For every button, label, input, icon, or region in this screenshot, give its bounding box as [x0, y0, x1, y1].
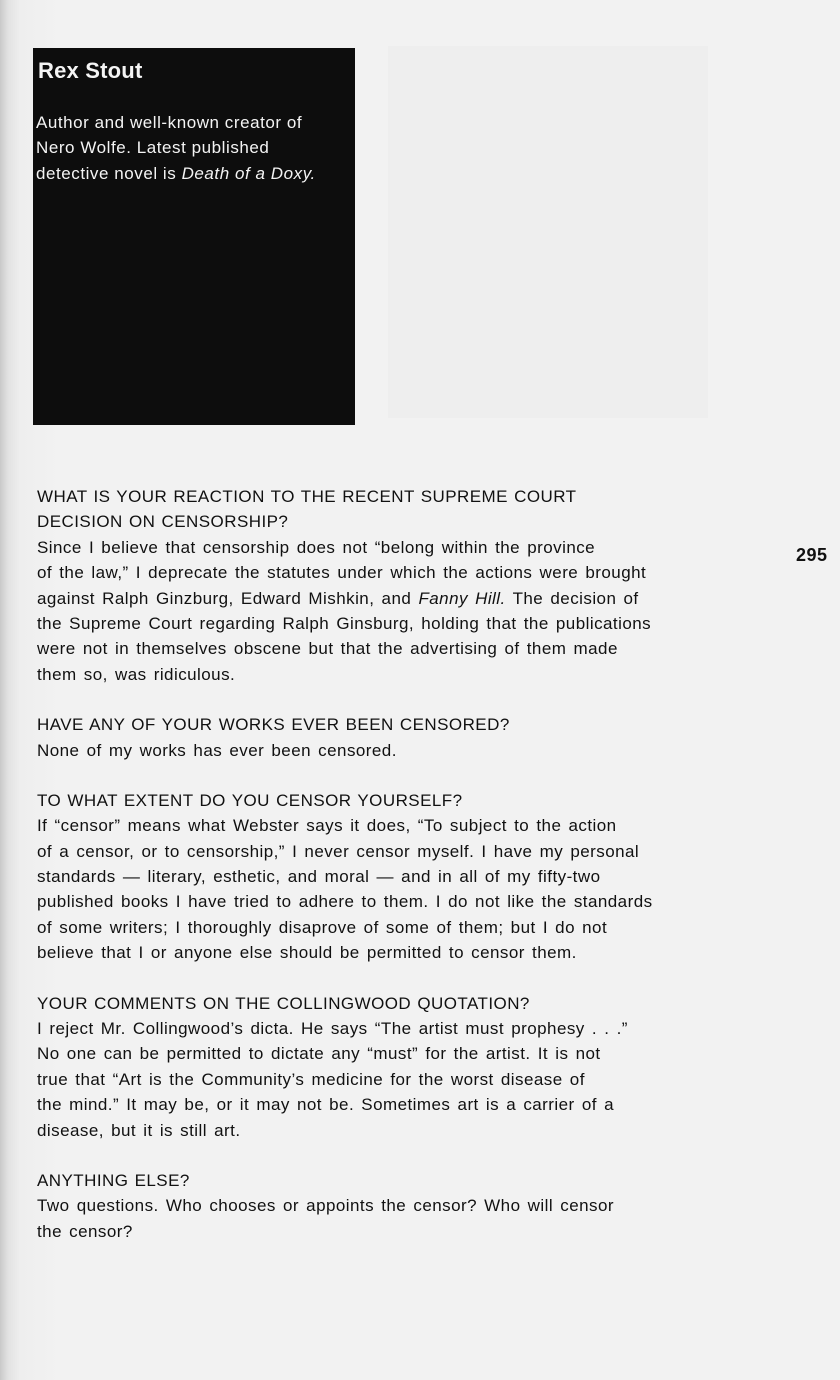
answer-line: the Supreme Court regarding Ralph Ginsburg, holding that the publications	[37, 613, 652, 633]
author-bio-box	[33, 48, 355, 425]
bio-line: Nero Wolfe. Latest published	[36, 138, 270, 158]
author-bio-text	[36, 110, 358, 186]
answer-line: standards — literary, esthetic, and moral — and in all of my fifty-two	[37, 867, 601, 887]
question-line: HAVE ANY OF YOUR WORKS EVER BEEN CENSORED?	[37, 715, 510, 735]
author-name: Rex Stout	[38, 58, 143, 83]
bio-line: Author and well-known creator of	[36, 113, 303, 132]
question-heading	[37, 484, 737, 535]
answer-line: of some writers; I thoroughly disaprove of some of them; but I do not	[37, 917, 608, 937]
answer-text	[37, 1016, 737, 1143]
question-line: DECISION ON CENSORSHIP?	[37, 512, 289, 532]
question-heading	[37, 1168, 737, 1193]
bio-line-prefix: detective novel is	[36, 163, 182, 183]
answer-line: I reject Mr. Collingwood’s dicta. He says “The artist must prophesy . . .”	[37, 1019, 628, 1039]
answer-line: published books I have tried to adhere to them. I do not like the standards	[37, 892, 653, 912]
answer-line: Two questions. Who chooses or appoints the censor? Who will censor	[37, 1196, 614, 1216]
question-line: ANYTHING ELSE?	[37, 1170, 190, 1190]
question-line: WHAT IS YOUR REACTION TO THE RECENT SUPREME COURT	[37, 487, 577, 506]
answer-text	[37, 1193, 737, 1244]
question-line: TO WHAT EXTENT DO YOU CENSOR YOURSELF?	[37, 790, 463, 810]
interview-content	[37, 484, 737, 1269]
answer-line: If “censor” means what Webster says it does, “To subject to the action	[37, 816, 617, 836]
answer-line: believe that I or anyone else should be permitted to censor them.	[37, 943, 577, 963]
answer-text	[37, 738, 737, 763]
answer-line	[37, 586, 737, 611]
facing-photo-placeholder	[388, 46, 708, 418]
answer-line: No one can be permitted to dictate any “must” for the artist. It is not	[37, 1044, 601, 1064]
qa-section-works-censored	[37, 712, 737, 763]
answer-line: None of my works has ever been censored.	[37, 740, 397, 760]
book-title: Fanny Hill.	[418, 588, 506, 608]
qa-section-self-censor	[37, 788, 737, 966]
answer-line: Since I believe that censorship does not “belong within the province	[37, 537, 596, 557]
bio-line	[36, 161, 358, 186]
question-heading	[37, 712, 737, 737]
qa-section-collingwood	[37, 991, 737, 1143]
answer-line: were not in themselves obscene but that the advertising of them made	[37, 639, 618, 659]
question-heading	[37, 991, 737, 1016]
answer-line: true that “Art is the Community’s medicine for the worst disease of	[37, 1069, 585, 1089]
answer-line: them so, was ridiculous.	[37, 664, 236, 684]
page-number: 295	[796, 545, 828, 565]
question-heading	[37, 788, 737, 813]
novel-title: Death of a Doxy.	[181, 163, 316, 183]
question-line: YOUR COMMENTS ON THE COLLINGWOOD QUOTATION?	[37, 993, 530, 1013]
answer-line: the censor?	[37, 1221, 133, 1241]
answer-line: disease, but it is still art.	[37, 1120, 241, 1140]
answer-text	[37, 813, 737, 965]
answer-text	[37, 535, 737, 687]
answer-line-text: The decision of	[505, 588, 639, 608]
answer-line: of a censor, or to censorship,” I never censor myself. I have my personal	[37, 841, 640, 861]
answer-line: the mind.” It may be, or it may not be. Sometimes art is a carrier of a	[37, 1095, 614, 1115]
qa-section-supreme-court	[37, 484, 737, 687]
qa-section-anything-else	[37, 1168, 737, 1244]
answer-line-text: against Ralph Ginzburg, Edward Mishkin, and	[37, 588, 419, 608]
answer-line: of the law,” I deprecate the statutes under which the actions were brought	[37, 563, 647, 583]
